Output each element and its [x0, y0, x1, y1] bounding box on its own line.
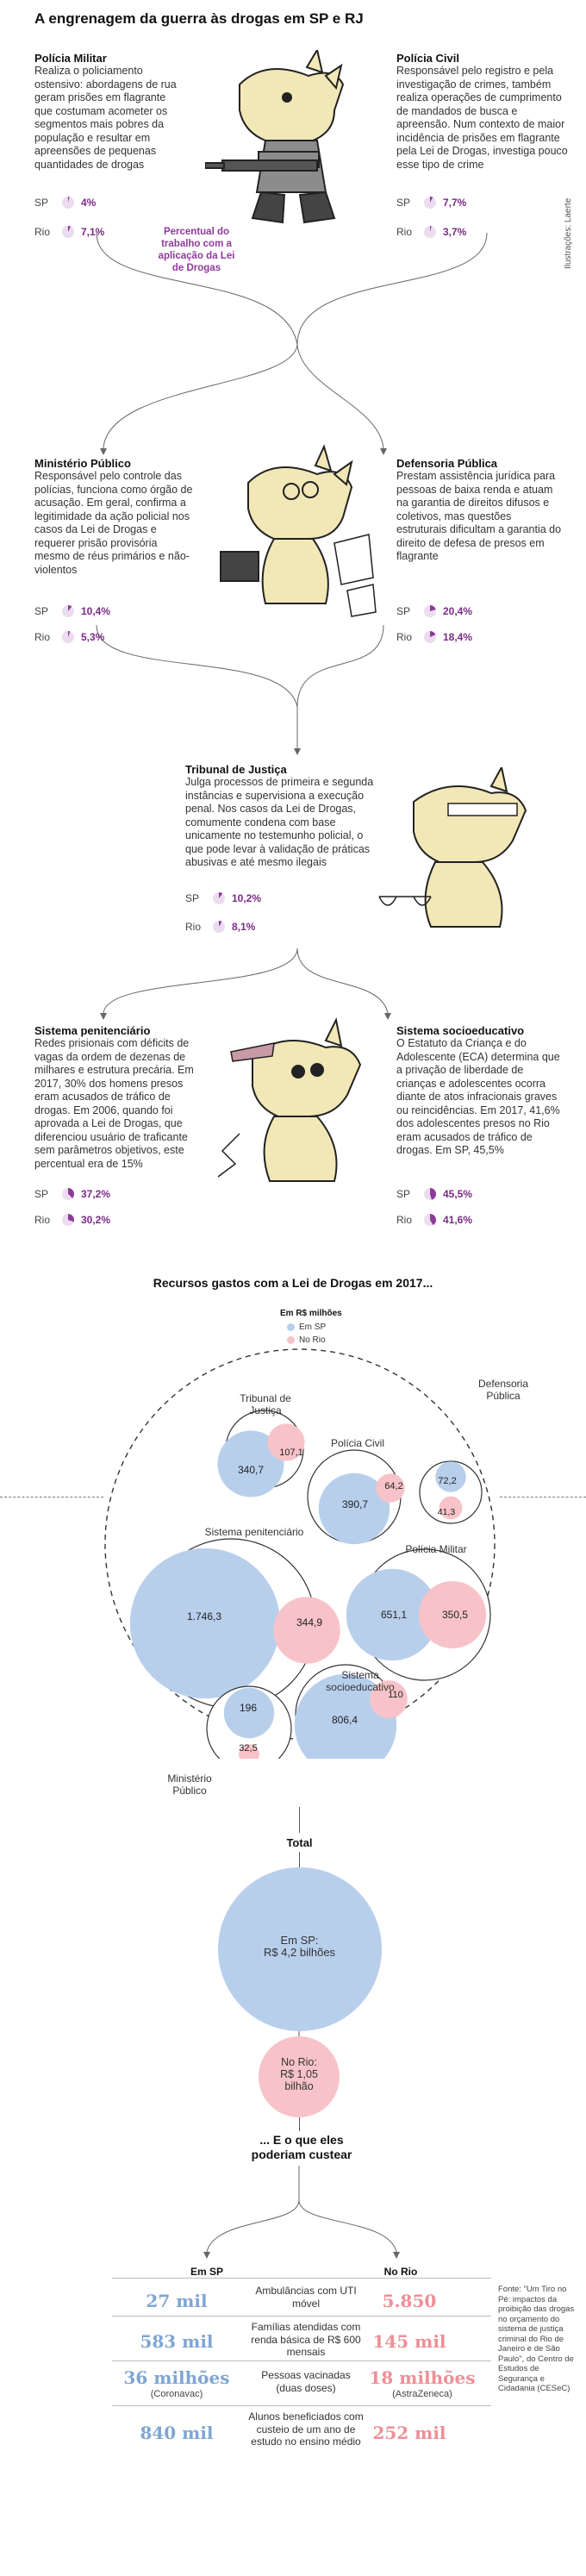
cmp-description: Ambulâncias com UTI móvel — [255, 2285, 357, 2310]
value-penitenciario-sp: 1.746,3 — [186, 1610, 222, 1623]
stat-value: 18,4% — [443, 631, 473, 643]
total-label: Total — [286, 1836, 313, 1849]
pie-icon — [62, 1188, 74, 1200]
institution-description: Prestam assistência jurídica para pessoas de baixa renda e atuam na garantia de direitos difusos e coletivos, mas questões estruturais dificultam a garantia do direito de defesa de presos em flagrante — [396, 470, 562, 562]
value-ministerio-rj: 32,5 — [239, 1743, 258, 1754]
illustration-credit: Ilustrações: Laerte — [564, 197, 573, 269]
stat-label: Rio — [34, 631, 51, 643]
group-label-tribunal: Tribunal de Justiça — [240, 1392, 291, 1416]
stat-value: 41,6% — [443, 1214, 473, 1226]
total-connector — [299, 1807, 300, 1833]
stat-label: SP — [185, 892, 200, 904]
comparison-title: ... E o que eles poderiam custear — [251, 2133, 352, 2161]
value-policia-militar-sp: 651,1 — [380, 1609, 408, 1621]
source-note: Fonte: "Um Tiro no Pé: impactos da proibição das drogas no orçamento do sistema de justiça criminal do Rio de Janeiro e de São Paulo", do Centro de Estudos de Segurança e Cidadania (CESeC) — [498, 2285, 575, 2393]
stat-value: 8,1% — [232, 921, 256, 933]
cmp-sp-value: 840 mil — [140, 2423, 214, 2443]
stat-rio-policia-militar — [34, 224, 104, 240]
institution-name: Defensoria Pública — [396, 457, 498, 470]
value-socioeducativo-sp: 806,4 — [331, 1714, 358, 1726]
institution-name: Ministério Público — [34, 457, 131, 470]
stat-label: Rio — [34, 1214, 51, 1226]
stat-label: SP — [396, 1188, 411, 1200]
legend-sp — [287, 1322, 326, 1332]
block-ministerio-publico — [34, 457, 207, 577]
pie-icon — [213, 892, 225, 904]
cmp-rj-sub: (AstraZeneca) — [392, 2389, 452, 2399]
pie-icon — [213, 921, 225, 933]
institution-name: Sistema socioeducativo — [396, 1024, 525, 1037]
cmp-rj-value: 252 mil — [372, 2423, 446, 2443]
total-rj-label: No Rio: — [281, 2056, 317, 2068]
block-sistema-penitenciario — [34, 1024, 203, 1171]
stat-value: 7,7% — [443, 197, 467, 209]
value-policia-civil-sp: 390,7 — [341, 1498, 369, 1510]
pie-icon — [424, 1188, 436, 1200]
cmp-sp-value: 36 milhões — [123, 2367, 230, 2388]
value-policia-civil-rj: 64,2 — [384, 1481, 403, 1491]
stat-label: SP — [396, 197, 411, 209]
group-label-defensoria: Defensoria Pública — [477, 1378, 529, 1402]
stat-label: SP — [396, 605, 411, 617]
bubble-sp — [130, 1548, 280, 1698]
group-label-policia-militar: Polícia Militar — [405, 1543, 467, 1555]
col-header-sp: Em SP — [190, 2266, 223, 2278]
stat-value: 7,1% — [81, 226, 105, 238]
institution-description: Responsável pelo registro e pela investigação de crimes, também realiza operações de cumprimento de mandados de busca e apreensão. Num contexto de maior incidência de prisões em flagrante pela Lei de Drogas, investiga pouco esse tipo de crime — [396, 65, 568, 171]
total-rj-value: R$ 1,05 bilhão — [280, 2068, 318, 2092]
value-tribunal-rj: 107,1 — [279, 1447, 303, 1458]
stat-sp-sistema-penitenciario — [34, 1186, 110, 1202]
total-sp-text — [250, 1935, 349, 1959]
stat-label: Rio — [396, 1214, 413, 1226]
rhino-judge-illustration — [371, 767, 543, 940]
stat-sp-defensoria-publica — [396, 603, 472, 619]
legend-rj-label: No Rio — [299, 1335, 326, 1345]
pie-icon — [424, 226, 436, 238]
cmp-sp-value: 27 mil — [146, 2291, 208, 2311]
stat-label: SP — [34, 197, 49, 209]
pie-icon — [62, 1214, 74, 1226]
group-label-policia-civil: Polícia Civil — [330, 1437, 384, 1449]
stat-label: Rio — [34, 226, 51, 238]
stat-value: 10,2% — [232, 892, 262, 904]
institution-description: Realiza o policiamento ostensivo: abordagens de rua geram prisões em flagrante que costumam acometer os segmentos mais pobres da população e resultar em apreensões de pequenas quantidades de drogas — [34, 65, 177, 171]
row-divider — [112, 2405, 491, 2406]
stat-value: 10,4% — [81, 605, 111, 617]
stat-rio-ministerio-publico — [34, 629, 104, 645]
cmp-rj-value: 145 mil — [372, 2331, 446, 2352]
value-defensoria-sp: 72,2 — [438, 1476, 457, 1486]
stat-value: 45,5% — [443, 1188, 473, 1200]
total-rj-text — [265, 2056, 334, 2092]
rhino-jailer-illustration — [205, 1004, 377, 1194]
value-socioeducativo-rj: 110 — [388, 1690, 403, 1700]
pie-icon — [62, 605, 74, 617]
institution-name: Sistema penitenciário — [34, 1024, 151, 1037]
stat-label: Rio — [396, 631, 413, 643]
stat-value: 37,2% — [81, 1188, 111, 1200]
group-label-ministerio: Ministério Público — [167, 1773, 212, 1797]
stat-label: Rio — [396, 226, 413, 238]
value-defensoria-rj: 41,3 — [437, 1507, 456, 1517]
stat-label: SP — [34, 605, 49, 617]
rhino-police-illustration — [205, 50, 369, 231]
cmp-rj-value: 5.850 — [382, 2291, 437, 2311]
cmp-sp-sub: (Coronavac) — [150, 2389, 203, 2399]
row-divider — [112, 2316, 491, 2317]
col-header-rj: No Rio — [383, 2266, 418, 2278]
stat-rio-defensoria-publica — [396, 629, 472, 645]
pie-icon — [62, 631, 74, 643]
institution-description: Responsável pelo controle das polícias, funciona como órgão de acusação. Em geral, confirma a legitimidade da ação policial nos casos da Lei de Drogas e requerer prisão provisória mesmo de réus primários e não-violentos — [34, 470, 193, 576]
value-penitenciario-rj: 344,9 — [296, 1616, 323, 1629]
pie-icon — [424, 605, 436, 617]
percentage-note: Percentual do trabalho com a aplicação da Lei de Drogas — [158, 227, 235, 273]
stat-sp-tribunal-de-justica — [185, 891, 261, 906]
pie-icon — [424, 631, 436, 643]
institution-description: Julga processos de primeira e segunda instâncias e supervisiona a execução penal. Nos casos da Lei de Drogas, comumente condena com base unicamente no testemunho policial, o que pode levar à validação de práticas abusivas e até mesmo ilegais — [185, 776, 374, 868]
block-policia-militar — [34, 52, 207, 172]
stat-rio-sistema-penitenciario — [34, 1212, 110, 1228]
block-policia-civil — [396, 52, 569, 172]
row-divider — [112, 2278, 491, 2279]
stat-rio-policia-civil — [396, 224, 466, 240]
rhino-prosecutor-illustration — [205, 440, 377, 621]
stat-value: 4% — [81, 197, 97, 209]
pie-icon — [424, 197, 436, 209]
stat-sp-ministerio-publico — [34, 603, 110, 619]
legend-rj — [287, 1335, 326, 1345]
stat-value: 5,3% — [81, 631, 105, 643]
block-sistema-socioeducativo — [396, 1024, 564, 1158]
group-label-socioeducativo: Sistema socioeducativo — [326, 1669, 395, 1693]
value-policia-militar-rj: 350,5 — [441, 1609, 469, 1621]
spending-title: Recursos gastos com a Lei de Drogas em 2017... — [153, 1276, 433, 1290]
stat-rio-sistema-socioeducativo — [396, 1212, 472, 1228]
pie-icon — [424, 1214, 436, 1226]
institution-name: Polícia Civil — [396, 52, 459, 65]
bubble-rj — [273, 1597, 340, 1663]
stat-value: 3,7% — [443, 226, 467, 238]
legend-title: Em R$ milhões — [280, 1309, 342, 1318]
cmp-rj-value: 18 milhões — [369, 2367, 476, 2388]
stat-sp-policia-militar — [34, 195, 96, 210]
stat-value: 30,2% — [81, 1214, 111, 1226]
stat-label: SP — [34, 1188, 49, 1200]
total-sp-label: Em SP: — [280, 1934, 319, 1947]
institution-name: Tribunal de Justiça — [185, 763, 287, 776]
legend-rj-swatch — [287, 1336, 295, 1344]
row-divider — [112, 2360, 491, 2361]
cmp-description: Famílias atendidas com renda básica de R$ 600 mensais — [251, 2321, 361, 2358]
legend-sp-label: Em SP — [299, 1322, 327, 1332]
stat-sp-sistema-socioeducativo — [396, 1186, 472, 1202]
cmp-description: Pessoas vacinadas (duas doses) — [261, 2369, 351, 2394]
page-title: A engrenagem da guerra às drogas em SP e RJ — [34, 10, 364, 27]
total-sp-value: R$ 4,2 bilhões — [263, 1946, 336, 1959]
comparison-connectors — [0, 2166, 586, 2260]
pie-icon — [62, 226, 74, 238]
group-label-penitenciario: Sistema penitenciário — [204, 1526, 304, 1538]
stat-label: Rio — [185, 921, 202, 933]
value-ministerio-sp: 196 — [239, 1702, 258, 1714]
institution-description: O Estatuto da Criança e do Adolescente (ECA) determina que a privação de liberdade de crianças e adolescentes ocorra diante de atos infracionais graves ou reincidências. Em 2017, 41,6% dos adolescentes presos no Rio eram acusados de tráfico de drogas. Em SP, 45,5% — [396, 1037, 560, 1156]
cmp-sp-value: 583 mil — [140, 2331, 214, 2352]
institution-description: Redes prisionais com déficits de vagas da ordem de dezenas de milhares e estrutura precária. Em 2017, 30% dos homens presos eram acusados de tráfico de drogas. Em 2006, quando foi aprovada a Lei de Drogas, que diferenciou usuário de traficante sem parâmetros objetivos, este percentual era de 15% — [34, 1037, 194, 1170]
block-defensoria-publica — [396, 457, 564, 564]
compare-connector — [299, 2117, 300, 2131]
stat-sp-policia-civil — [396, 195, 466, 210]
value-tribunal-sp: 340,7 — [237, 1464, 265, 1476]
cmp-description: Alunos beneficiados com custeio de um ano de estudo no ensino médio — [248, 2410, 364, 2448]
stat-value: 20,4% — [443, 605, 473, 617]
legend-sp-swatch — [287, 1323, 295, 1331]
block-tribunal-de-justica — [185, 763, 383, 870]
stat-rio-tribunal-de-justica — [185, 919, 255, 935]
pie-icon — [62, 197, 74, 209]
institution-name: Polícia Militar — [34, 52, 107, 65]
